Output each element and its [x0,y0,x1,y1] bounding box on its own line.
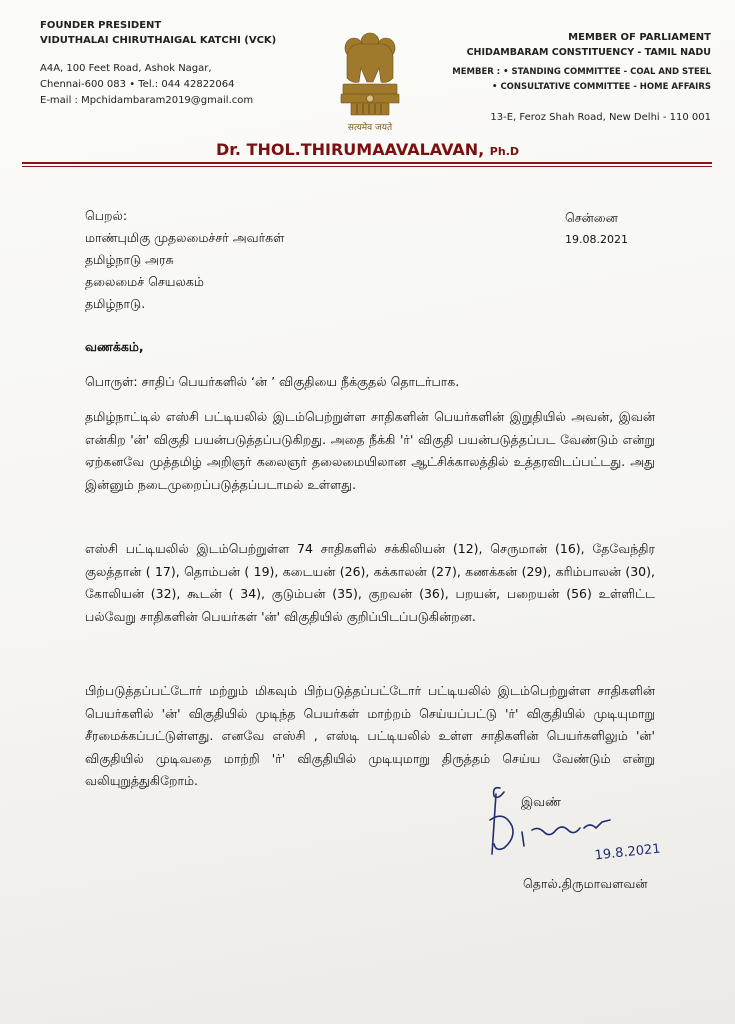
header-rule [22,162,712,164]
paragraph-3 [85,680,655,793]
paragraph-2 [85,538,655,628]
letterhead-name-suffix: Ph.D [489,145,519,158]
to-label: பெறல்: [85,208,128,223]
date: 19.08.2021 [565,233,628,246]
paragraph-2-text: எஸ்சி பட்டியலில் இடம்பெற்றுள்ள 74 சாதிகளில் சக்கிலியன் (12), செருமான் (16), தேவேந்திர குலத்தான் ( 17), தொம்பன் ( 19), கடையன் (26), கக்காலன் (27), கணக்கன் (29), கரிம்பாலன் (30), கோலியன் (32), கூடன் ( 34), குடும்பன் (35), குறவன் (36), பறயன், பறையன் (56) உள்ளிட்ட பல்வேறு சாதிகளின் பெயர்கள் 'ன்' விகுதியில் குறிப்பிடப்படுகின்றன. [85,541,655,624]
signature-date: 19.8.2021 [593,841,662,864]
mp-title: MEMBER OF PARLIAMENT [568,32,711,43]
constituency: CHIDAMBARAM CONSTITUENCY - TAMIL NADU [466,47,711,58]
paragraph-3-text: பிற்படுத்தப்பட்டோர் மற்றும் மிகவும் பிற்படுத்தப்பட்டோர் பட்டியலில் இடம்பெற்றுள்ள சாதிகளின் பெயர்களில் 'ன்' விகுதியில் முடிந்த பெயர்கள் மாற்றம் செய்யப்பட்டு 'ர்' விகுதியில் முடியுமாறு சீரமைக்கப்பட்டுள்ளது. எனவே எஸ்சி , எஸ்டி பட்டியலில் உள்ள சாதிகளின் பெயர்களிலும் 'ன்' விகுதியில் முடிவதை மாற்றி 'ர்' விகுதியில் முடியுமாறு திருத்தம் செய்ய வேண்டும் என்று வலியுறுத்துகிறோம். [85,683,655,788]
national-emblem-icon [327,28,413,136]
addressee-line4: தமிழ்நாடு. [85,296,146,311]
signatory-name: தொல்.திருமாவளவன் [523,876,648,891]
delhi-address: 13-E, Feroz Shah Road, New Delhi - 110 001 [490,112,711,123]
email-line: E-mail : Mpchidambaram2019@gmail.com [40,95,254,106]
paragraph-1-text: தமிழ்நாட்டில் எஸ்சி பட்டியலில் இடம்பெற்றுள்ள சாதிகளின் பெயர்களின் இறுதியில் அவன், இவன் என்கிற 'ன்' விகுதி பயன்படுத்தப்படுகிறது. அதை நீக்கி 'ர்' விகுதி பயன்படுத்தப்பட வேண்டும் என்று ஏற்கனவே முத்தமிழ் அறிஞர் கலைஞர் தலைமையிலான ஆட்சிக்காலத்தில் உத்தரவிடப்பட்டது. அது இன்னும் நடைமுறைப்படுத்தப்படாமல் உள்ளது. [85,409,655,492]
letterhead-name [0,140,735,159]
subject-line: பொருள்: சாதிப் பெயர்களில் ‘ன் ’ விகுதியை நீக்குதல் தொடர்பாக. [85,374,460,389]
founder-title: FOUNDER PRESIDENT [40,20,162,31]
header-rule-thin [22,166,712,167]
letterhead-name-main: Dr. THOL.THIRUMAAVALAVAN, [216,140,485,159]
emblem-caption: सत्यमेव जयते [347,123,393,133]
party-name: VIDUTHALAI CHIRUTHAIGAL KATCHI (VCK) [40,35,277,46]
committee-line2: • CONSULTATIVE COMMITTEE - HOME AFFAIRS [492,82,711,92]
addressee-line3: தலைமைச் செயலகம் [85,274,204,289]
greeting: வணக்கம், [85,339,144,354]
closing: இவண் [521,794,562,809]
handwritten-signature [478,782,678,867]
addressee-line2: தமிழ்நாடு அரசு [85,252,174,267]
paragraph-1 [85,406,655,496]
addressee-line1: மாண்புமிகு முதலமைச்சர் அவர்கள் [85,230,285,245]
chennai-address-line2: Chennai-600 083 • Tel.: 044 42822064 [40,79,235,90]
place: சென்னை [565,210,618,225]
chennai-address-line1: A4A, 100 Feet Road, Ashok Nagar, [40,63,212,74]
committee-line1: MEMBER : • STANDING COMMITTEE - COAL AND STEEL [452,67,711,77]
